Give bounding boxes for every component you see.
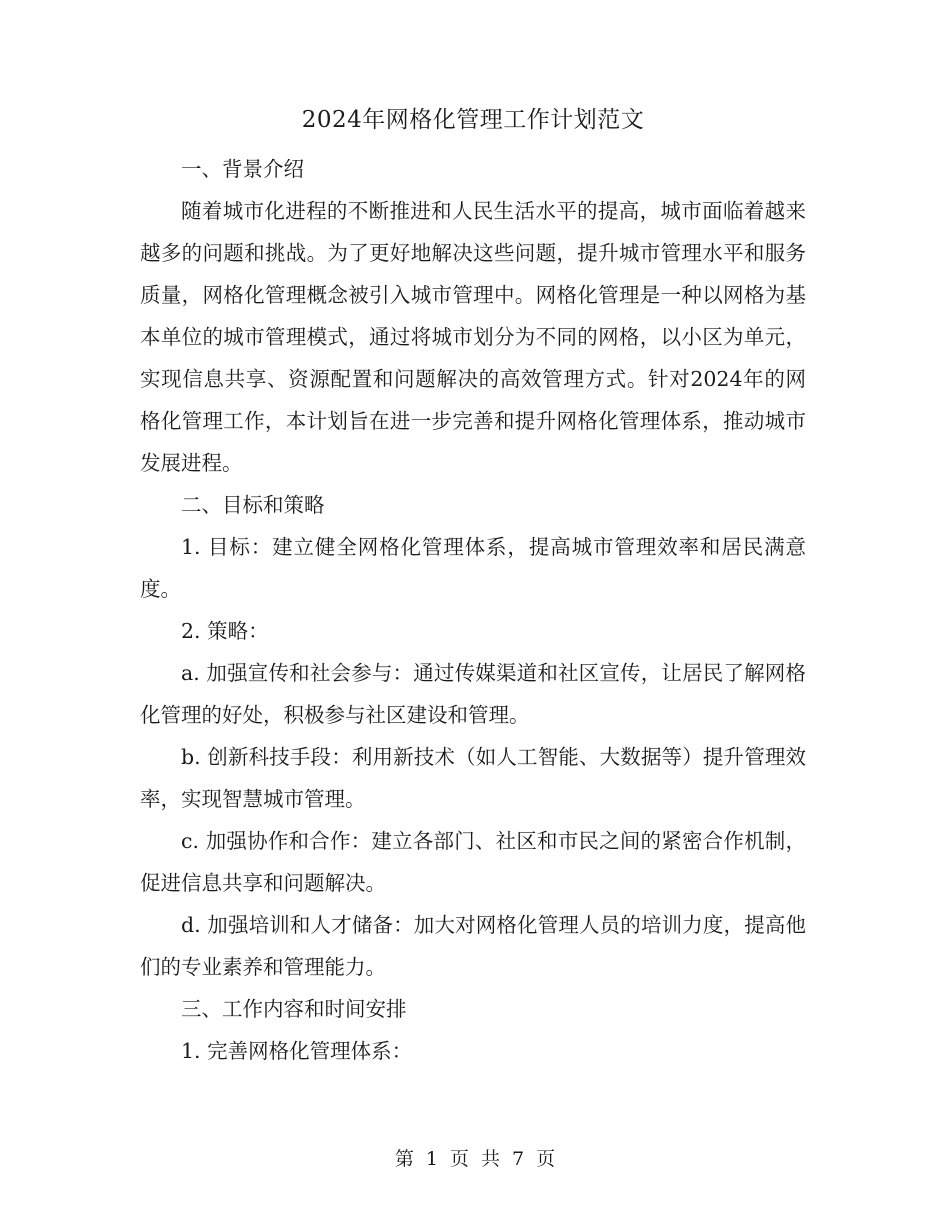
page-footer: 第 1 页 共 7 页 <box>394 1148 556 1170</box>
section-heading-goals: 二、目标和策略 <box>181 493 325 517</box>
paragraph-background: 随着城市化进程的不断推进和人民生活水平的提高，城市面临着越来越多的问题和挑战。为了更好地解决这些问题，提升城市管理水平和服务质量，网格化管理概念被引入城市管理中。网格化管理是一种以网格为基本单位的城市管理模式，通过将城市划分为不同的网格，以小区为单元，实现信息共享、资源配置和问题解决的高效管理方式。针对2024年的网格化管理工作，本计划旨在进一步完善和提升网格化管理体系，推动城市发展进程。 <box>140 199 806 475</box>
paragraph-work-item-1: 1. 完善网格化管理体系： <box>181 1039 413 1063</box>
paragraph-strategy-d: d. 加强培训和人才储备：加大对网格化管理人员的培训力度，提高他们的专业素养和管理能力。 <box>140 913 806 979</box>
paragraph-goal: 1. 目标：建立健全网格化管理体系，提高城市管理效率和居民满意度。 <box>140 535 806 601</box>
document-title: 2024年网格化管理工作计划范文 <box>301 107 645 133</box>
section-heading-background: 一、背景介绍 <box>181 157 304 181</box>
section-heading-work-content: 三、工作内容和时间安排 <box>181 997 407 1021</box>
paragraph-strategy-heading: 2. 策略： <box>181 619 269 643</box>
paragraph-strategy-a: a. 加强宣传和社会参与：通过传媒渠道和社区宣传，让居民了解网格化管理的好处，积极参与社区建设和管理。 <box>140 661 806 727</box>
paragraph-strategy-b: b. 创新科技手段：利用新技术（如人工智能、大数据等）提升管理效率，实现智慧城市管理。 <box>140 745 806 811</box>
document-body <box>140 148 806 1072</box>
paragraph-strategy-c: c. 加强协作和合作：建立各部门、社区和市民之间的紧密合作机制，促进信息共享和问题解决。 <box>140 829 806 895</box>
